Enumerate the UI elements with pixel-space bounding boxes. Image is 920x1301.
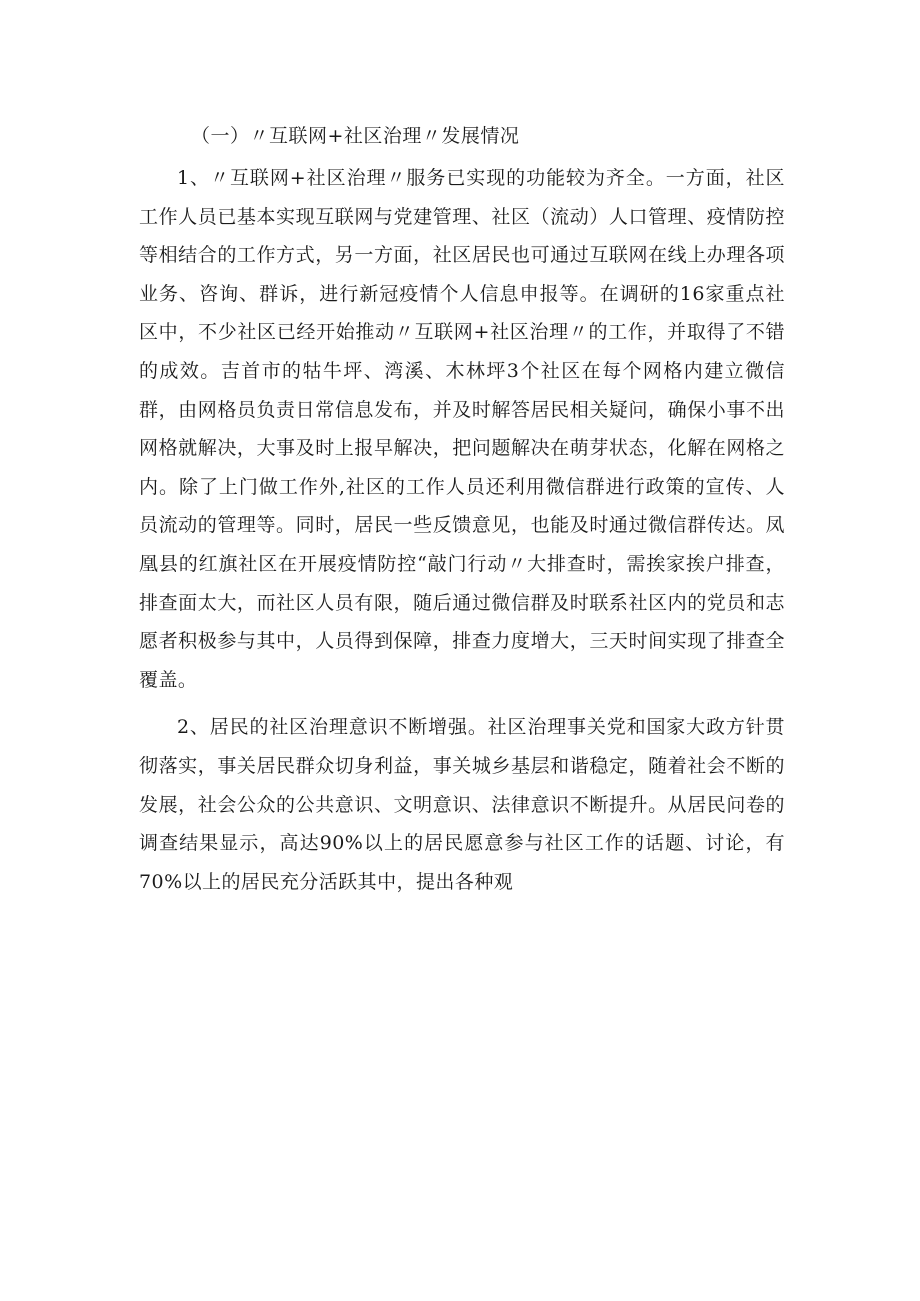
paragraph-2: 2、居民的社区治理意识不断增强。社区治理事关党和国家大政方针贯彻落实，事关居民群众切身利益，事关城乡基层和谐稳定，随着社会不断的发展，社会公众的公共意识、文明意识、法律意识不断提升。从居民问卷的调查结果显示，高达90%以上的居民愿意参与社区工作的话题、讨论，有70%以上的居民充分活跃其中，提出各种观 <box>139 716 785 893</box>
paragraph-1: 1、〃互联网+社区治理〃服务已实现的功能较为齐全。一方面，社区工作人员已基本实现互联网与党建管理、社区（流动）人口管理、疫情防控等相结合的工作方式，另一方面，社区居民也可通过互联网在线上办理各项业务、咨询、群诉，进行新冠疫情个人信息申报等。在调研的16家重点社区中，不少社区已经开始推动〃互联网+社区治理〃的工作，并取得了不错的成效。吉首市的牯牛坪、湾溪、木林坪3个社区在每个网格内建立微信群，由网格员负责日常信息发布，并及时解答居民相关疑问，确保小事不出网格就解决，大事及时上报早解决，把问题解决在萌芽状态，化解在网格之内。除了上门做工作外,社区的工作人员还利用微信群进行政策的宣传、人员流动的管理等。同时，居民一些反馈意见，也能及时通过微信群传达。凤凰县的红旗社区在开展疫情防控“敲门行动〃大排查时，需挨家挨户排查，排查面太大，而社区人员有限，随后通过微信群及时联系社区内的党员和志愿者积极参与其中，人员得到保障，排查力度增大，三天时间实现了排查全覆盖。 <box>139 167 785 691</box>
section-heading: （一）〃互联网+社区治理〃发展情况 <box>191 125 520 147</box>
document-body <box>139 117 785 901</box>
